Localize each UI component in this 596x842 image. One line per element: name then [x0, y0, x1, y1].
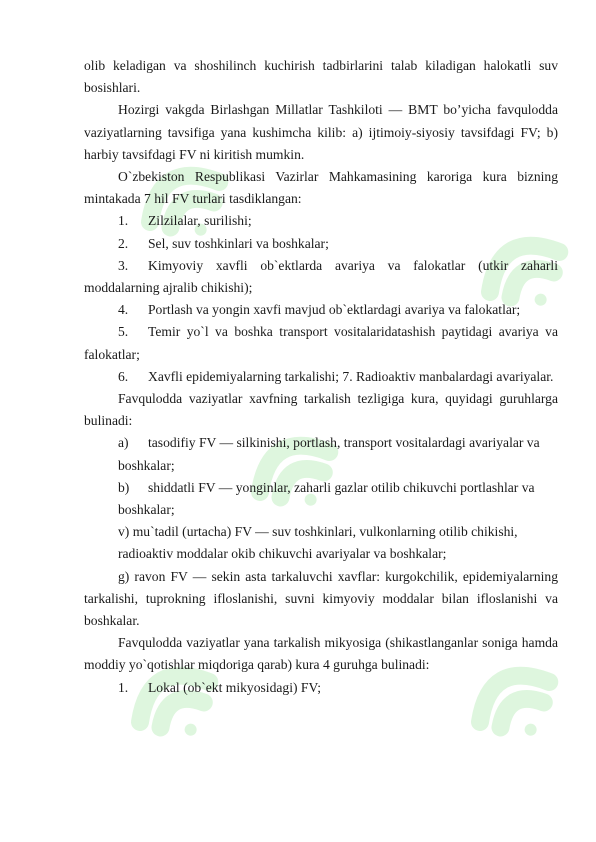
list-item-text: g) ravon FV — sekin asta tarkaluvchi xavflar: kurgokchilik, epidemiyalarning tarkalishi, tuprokning ifloslanishi, suvni kimyoviy moddalar bilan ifloslanishi va boshkalar. [84, 568, 558, 629]
paragraph-un-classification: Hozirgi vakgda Birlashgan Millatlar Tashkiloti — BMT bo’yicha favqulodda vaziyatlarning tavsifiga yana kushimcha kilib: a) ijtimoiy-siyosiy tavsifdagi FV; b) harbiy tavsifdagi FV ni kiritish mumkin. [84, 102, 558, 162]
list-item-letter: a) [118, 435, 129, 451]
list-item [118, 432, 558, 454]
list-item-text: shiddatli FV — yonginlar, zaharli gazlar otilib chikuvchi portlashlar va [148, 479, 535, 495]
list-item-number: 1. [118, 679, 129, 695]
list-item-continuation: boshkalar; [118, 502, 175, 518]
list-item-letter: b) [118, 479, 130, 495]
list-item [84, 255, 558, 299]
list-item-continuation: boshkalar; [118, 457, 175, 473]
list-item-text: Sel, suv toshkinlari va boshkalar; [148, 235, 329, 251]
list-item [84, 299, 558, 321]
list-item-text: Kimyoviy xavfli ob`ektlarda avariya va falokatlar (utkir zaharli moddalarning ajralib chikishi); [84, 257, 558, 296]
list-item-text: Lokal (ob`ekt mikyosidagi) FV; [148, 679, 322, 695]
list-item-text: v) mu`tadil (urtacha) FV — suv toshkinlari, vulkonlarning otilib chikishi, [118, 524, 518, 540]
list-item [84, 321, 558, 365]
paragraph-spread-scale: Favqulodda vaziyatlar yana tarkalish mikyosiga (shikastlanganlar soniga hamda moddiy yo`qotishlar miqdoriga qarab) kura 4 guruhga bulinadi: [84, 635, 558, 673]
list-item [84, 210, 558, 232]
paragraph-cabinet-resolution: O`zbekiston Respublikasi Vazirlar Mahkamasining karoriga kura bizning mintakada 7 hil FV turlari tasdiklangan: [84, 169, 558, 207]
document-body [84, 55, 558, 699]
list-item [84, 366, 558, 388]
list-item-text: Zilzilalar, surilishi; [148, 213, 252, 229]
list-item-text: Xavfli epidemiyalarning tarkalishi; 7. Radioaktiv manbalardagi avariyalar. [148, 368, 554, 384]
list-item-number: 1. [118, 213, 129, 229]
list-item-number: 4. [118, 302, 129, 318]
list-item-number: 2. [118, 235, 129, 251]
list-item-text: tasodifiy FV — silkinishi, portlash, transport vositalardagi avariyalar va [148, 435, 540, 451]
list-item-number: 5. [118, 324, 129, 340]
list-item-continuation: radioaktiv moddalar okib chikuvchi avariyalar va boshkalar; [118, 546, 447, 562]
list-item-number: 6. [118, 368, 129, 384]
paragraph-flood-continuation: olib keladigan va shoshilinch kuchirish tadbirlarini talab kiladigan halokatli suv bosishlari. [84, 58, 558, 96]
list-item-number: 3. [118, 257, 129, 273]
list-item [118, 477, 558, 499]
list-item-text: Temir yo`l va boshka transport vositalaridatashish paytidagi avariya va falokatlar; [84, 324, 558, 362]
list-item [84, 233, 558, 255]
list-item [84, 677, 558, 699]
list-item-text: Portlash va yongin xavfi mavjud ob`ektlardagi avariya va falokatlar; [148, 302, 521, 318]
paragraph-spread-speed: Favqulodda vaziyatlar xavfning tarkalish tezligiga kura, quyidagi guruhlarga bulinadi: [84, 391, 558, 429]
